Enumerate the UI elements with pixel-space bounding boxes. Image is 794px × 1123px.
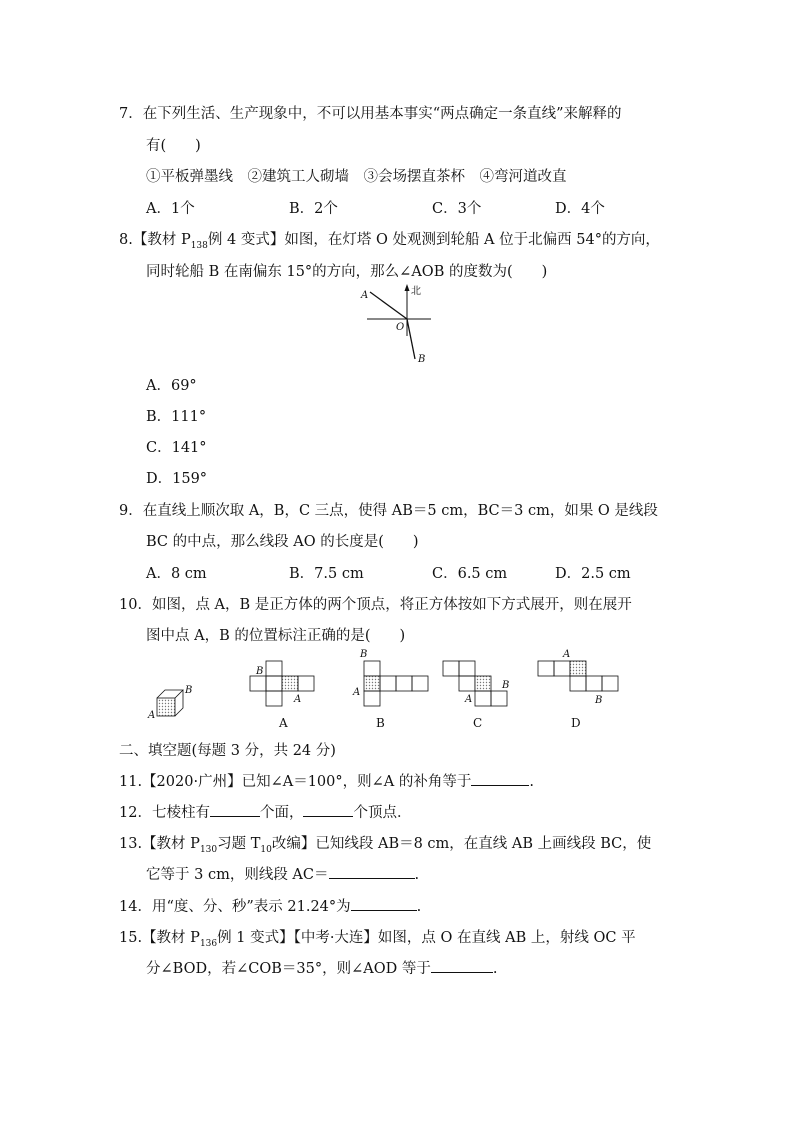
q9-option-b: B．7.5 cm — [289, 566, 364, 582]
q10-net-a-label-a: A — [294, 694, 302, 705]
q12: 12．七棱柱有 个面， 个顶点． — [119, 801, 411, 822]
q12-blank-faces[interactable] — [210, 802, 260, 817]
q10-cube-label-b: B — [185, 685, 193, 696]
q10-net-c — [443, 661, 510, 706]
q15-stem-line1: 15.【教材 $P_{136}$例 1 变式】【中考·大连】如图，点 O 在直线 AB 上，射线 OC 平 — [119, 930, 636, 949]
q7-option-a: A．1个 — [146, 201, 195, 217]
q10-net-d-label-a: A — [563, 649, 571, 660]
q8-label-north: 北 — [411, 286, 421, 297]
q13-stem-line2: 它等于 3 cm，则线段 AC＝ . — [146, 863, 419, 884]
q9-option-a: A．8 cm — [146, 566, 207, 582]
q13-blank[interactable] — [329, 864, 415, 879]
q10-net-b-label-b: B — [360, 649, 368, 660]
q15-blank[interactable] — [431, 958, 493, 973]
q10-cube — [157, 690, 183, 716]
q10-net-c-caption: C — [473, 716, 483, 730]
q10-net-b — [364, 661, 428, 706]
q10-figures — [140, 645, 640, 735]
q10-net-c-label-a: A — [465, 694, 473, 705]
q14: 14．用“度、分、秒”表示 21.24°为 . — [119, 895, 421, 916]
q10-net-b-label-a: A — [353, 687, 361, 698]
q7-stem-line1: 7．在下列生活、生产现象中，不可以用基本事实“两点确定一条直线”来解释的 — [119, 106, 622, 122]
q14-blank[interactable] — [351, 896, 417, 911]
q8-option-a: A．69° — [146, 378, 197, 394]
q10-stem-line1: 10．如图，点 A，B 是正方体的两个顶点，将正方体按如下方式展开，则在展开 — [119, 597, 632, 613]
q8-direction-figure — [355, 280, 445, 370]
q10-net-c-label-b: B — [502, 680, 510, 691]
q9-option-c: C．6.5 cm — [432, 566, 508, 582]
q10-net-a-caption: A — [279, 716, 288, 730]
q12-blank-vertices[interactable] — [303, 802, 353, 817]
q10-net-b-caption: B — [376, 716, 385, 730]
q7-option-b: B．2个 — [289, 201, 338, 217]
q8-label-o: O — [396, 322, 405, 333]
q10-stem-line2: 图中点 A，B 的位置标注正确的是( ) — [146, 628, 406, 644]
q8-label-a: A — [361, 290, 369, 301]
q10-net-d — [538, 661, 618, 691]
section-fill-blank-heading: 二、填空题(每题 3 分，共 24 分) — [119, 743, 336, 759]
q9-option-d: D．2.5 cm — [555, 566, 631, 582]
q7-option-d: D．4个 — [555, 201, 605, 217]
q10-net-a-label-b: B — [256, 666, 264, 677]
q11-blank[interactable] — [471, 771, 529, 786]
q15-stem-line2: 分∠BOD，若∠COB＝35°，则∠AOD 等于 . — [146, 957, 497, 978]
q10-net-d-label-b: B — [595, 695, 603, 706]
q8-label-b: B — [418, 354, 426, 365]
q7-items: ①平板弹墨线 ②建筑工人砌墙 ③会场摆直茶杯 ④弯河道改直 — [146, 169, 567, 185]
q8-option-c: C．141° — [146, 440, 207, 456]
q8-stem-line1: 8.【教材 $P_{138}$例 4 变式】如图，在灯塔 O 处观测到轮船 A 位于北偏西 54°的方向， — [119, 232, 660, 251]
q7-stem-line2: 有( ) — [146, 138, 201, 154]
q9-stem-line2: BC 的中点，那么线段 AO 的长度是( ) — [146, 534, 419, 550]
q10-cube-label-a: A — [148, 710, 156, 721]
q10-net-d-caption: D — [571, 716, 581, 730]
q11: 11.【2020·广州】已知∠A＝100°，则∠A 的补角等于 . — [119, 770, 534, 791]
q13-stem-line1: 13.【教材 $P_{130}$习题 $T_{10}$改编】已知线段 AB＝8 cm，在直线 AB 上画线段 BC，使 — [119, 836, 652, 855]
q8-option-d: D．159° — [146, 471, 208, 487]
q7-option-c: C．3个 — [432, 201, 482, 217]
q9-stem-line1: 9．在直线上顺次取 A，B，C 三点，使得 AB＝5 cm，BC＝3 cm，如果 O 是线段 — [119, 503, 658, 519]
q8-stem-line2: 同时轮船 B 在南偏东 15°的方向，那么∠AOB 的度数为( ) — [146, 264, 548, 280]
q8-option-b: B．111° — [146, 409, 207, 425]
